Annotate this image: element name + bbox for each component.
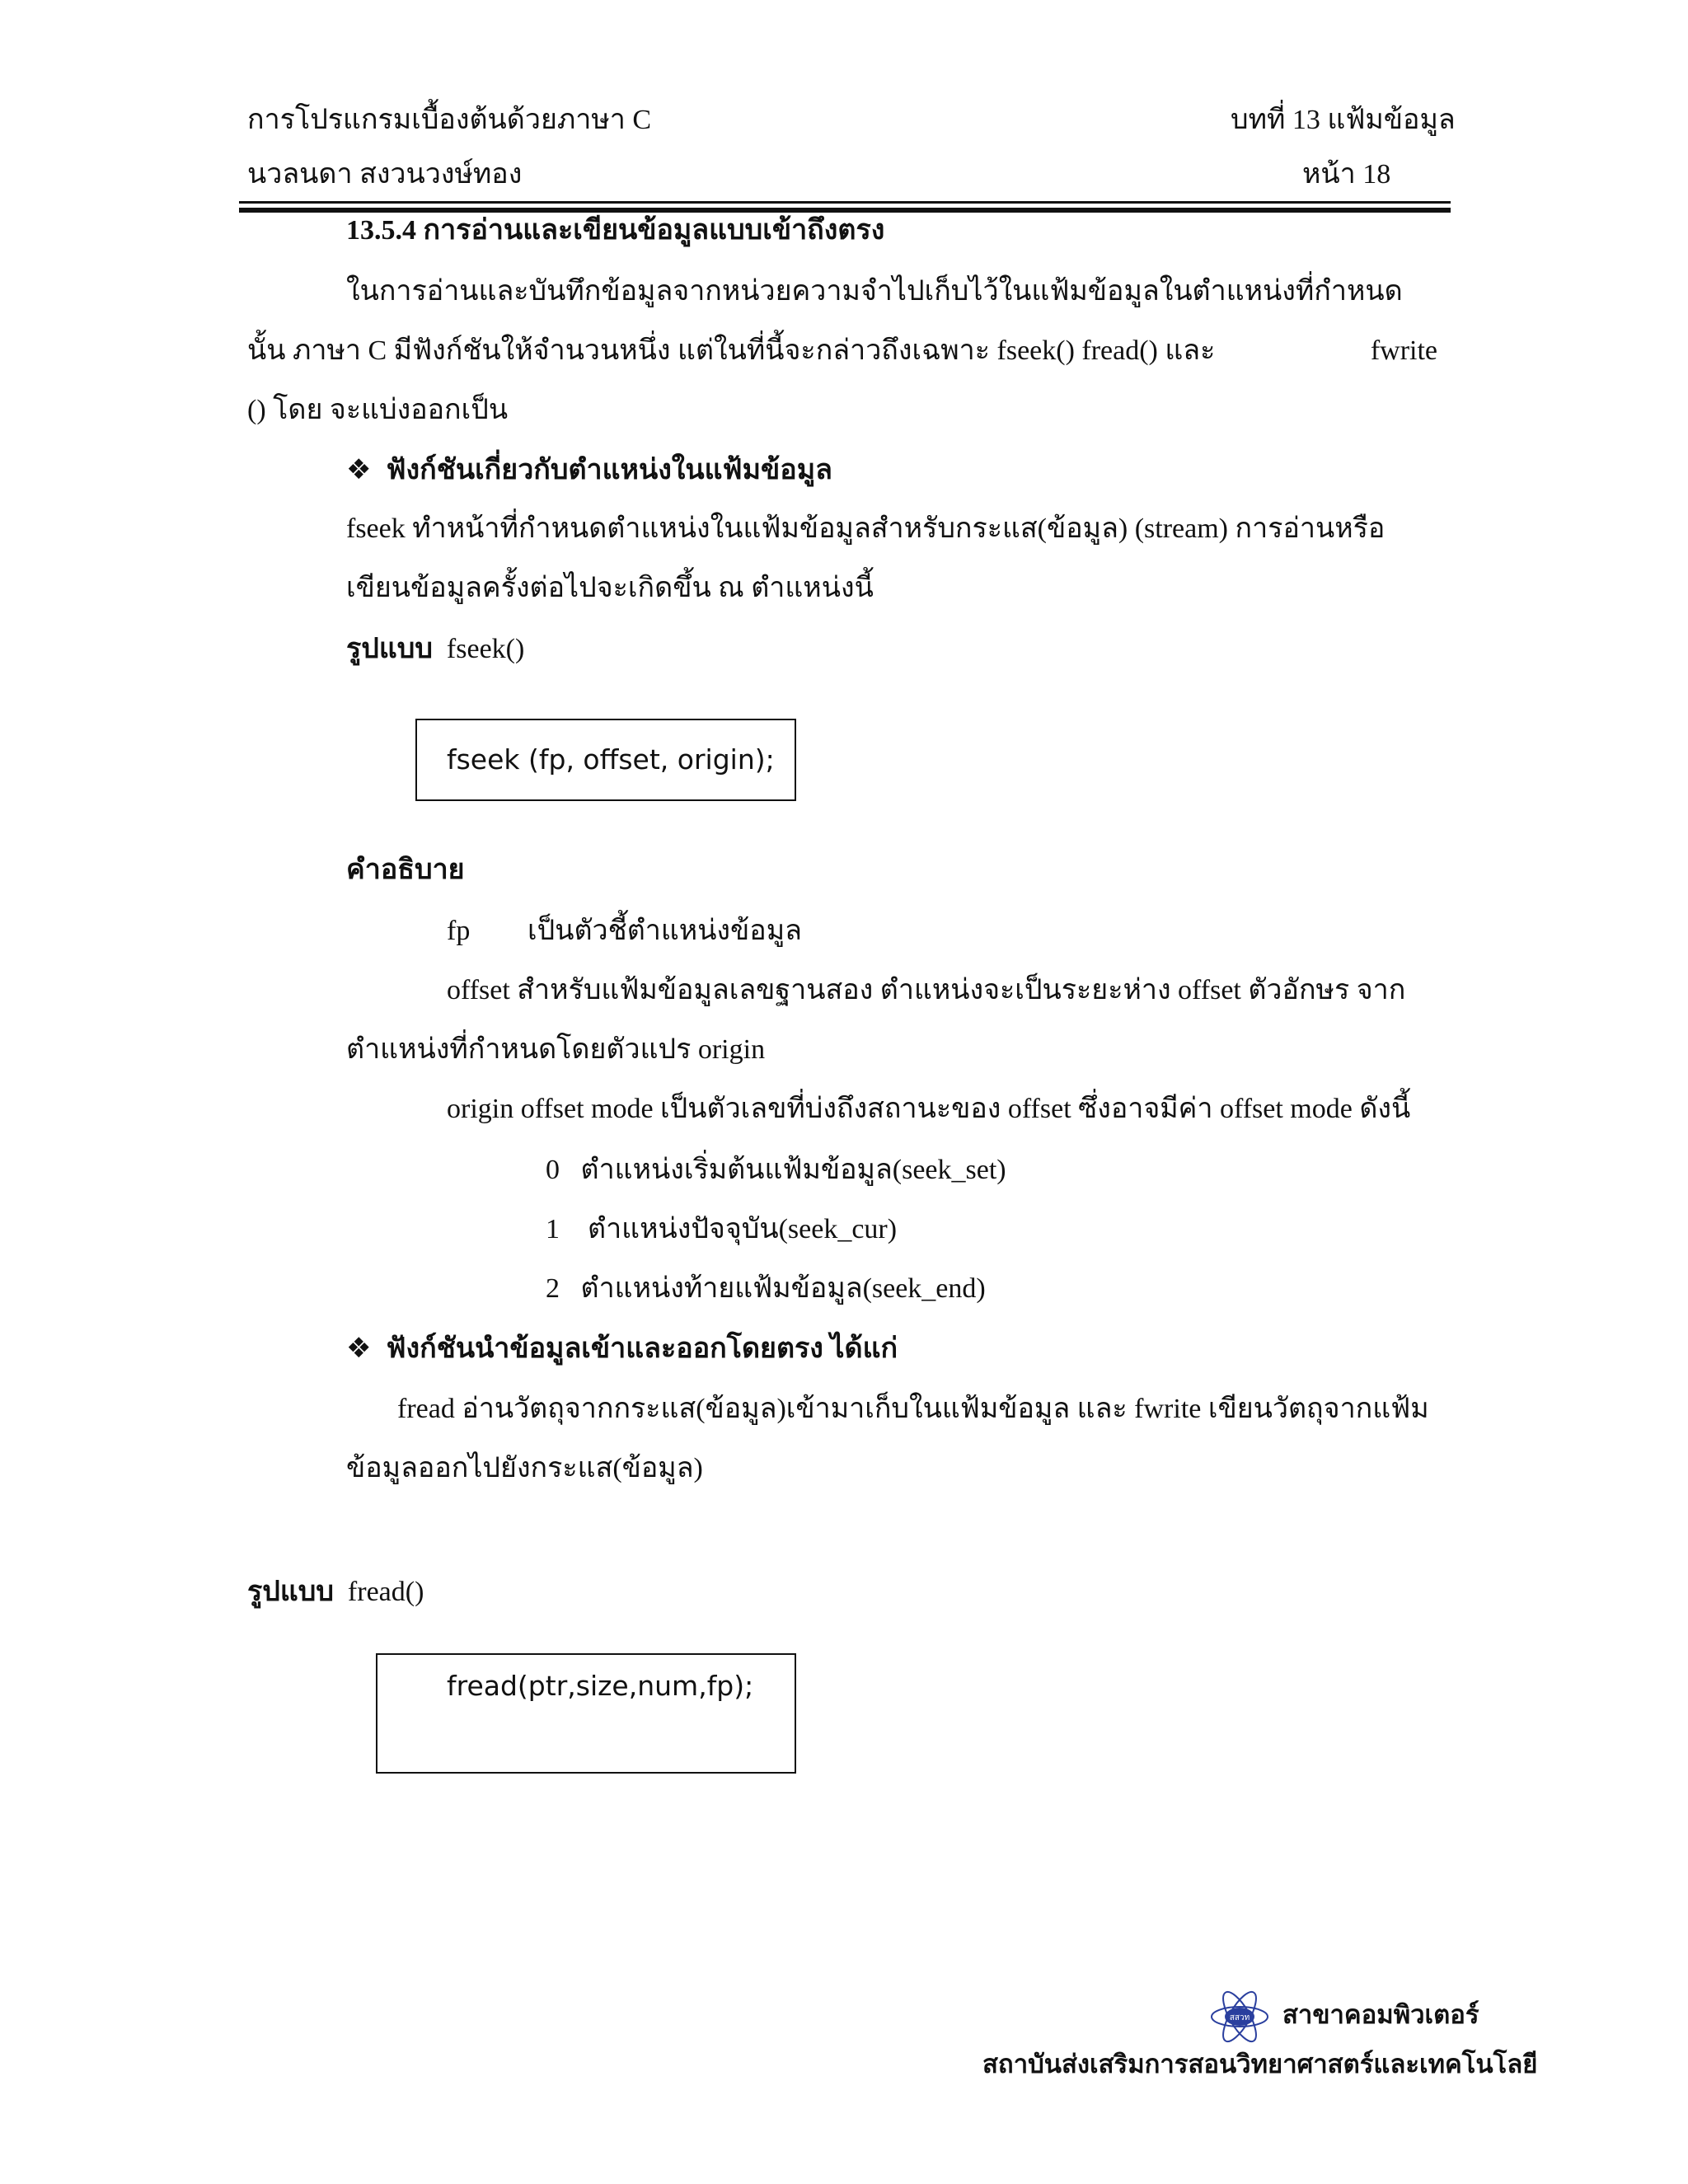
fseek-desc-line-2: เขียนข้อมูลครั้งต่อไปจะเกิดขึ้น ณ ตำแหน่งนี้ — [346, 573, 874, 603]
mode-item — [546, 1154, 1006, 1188]
position-functions-heading-row — [346, 453, 832, 488]
fseek-code: fseek (fp, offset, origin); — [447, 743, 775, 776]
intro-line-2-end: fwrite — [1370, 335, 1437, 366]
intro-line-1: ในการอ่านและบันทึกข้อมูลจากหน่วยความจำไปเก็บไว้ในแฟ้มข้อมูลในตำแหน่งที่กำหนด — [346, 276, 1403, 307]
fread-desc-line-1: fread อ่านวัตถุจากกระแส(ข้อมูล)เข้ามาเก็บในแฟ้มข้อมูล และ fwrite เขียนวัตถุจากแฟ้ม — [397, 1394, 1429, 1424]
author-name: นวลนดา สงวนวงษ์ทอง — [247, 159, 523, 190]
page-number: หน้า 18 — [1302, 159, 1391, 190]
header-rule-bottom — [239, 208, 1451, 213]
position-functions-heading: ฟังก์ชันเกี่ยวกับตำแหน่งในแฟ้มข้อมูล — [386, 455, 832, 485]
intro-line-3: () โดย จะแบ่งออกเป็น — [247, 395, 509, 425]
fread-format-row — [247, 1576, 424, 1610]
book-title: การโปรแกรมเบื้องต้นด้วยภาษา C — [247, 105, 652, 135]
offset-line-2: ตำแหน่งที่กำหนดโดยตัวแปร origin — [346, 1034, 766, 1065]
intro-line-2 — [247, 335, 1437, 368]
ipst-atom-logo-icon — [1208, 1988, 1271, 2046]
four-diamond-bullet-icon: ❖ — [346, 453, 372, 486]
footer-institute: สถาบันส่งเสริมการสอนวิทยาศาสตร์และเทคโนโลยี — [982, 2050, 1538, 2079]
fseek-format-row — [346, 633, 524, 667]
fp-term: fp — [447, 916, 471, 946]
origin-line: origin offset mode เป็นตัวเลขที่บ่งถึงสถานะของ offset ซึ่งอาจมีค่า offset mode ดังนี้ — [447, 1094, 1411, 1124]
fread-code-box — [376, 1653, 796, 1774]
fread-desc-line-2: ข้อมูลออกไปยังกระแส(ข้อมูล) — [346, 1453, 703, 1483]
io-functions-heading-row — [346, 1332, 898, 1366]
mode-text: ตำแหน่งปัจจุบัน(seek_cur) — [588, 1214, 898, 1244]
mode-number: 2 — [546, 1273, 560, 1304]
explanation-heading: คำอธิบาย — [346, 855, 465, 885]
footer-department: สาขาคอมพิวเตอร์ — [1282, 2000, 1479, 2029]
mode-number: 1 — [546, 1214, 560, 1244]
fp-description: เป็นตัวชี้ตำแหน่งข้อมูล — [528, 916, 802, 946]
format-function-name: fseek() — [446, 634, 525, 664]
fread-code: fread(ptr,size,num,fp); — [447, 1670, 754, 1702]
format-label: รูปแบบ — [346, 634, 433, 664]
format-function-name: fread() — [347, 1577, 424, 1607]
section-heading: 13.5.4 การอ่านและเขียนข้อมูลแบบเข้าถึงตรง — [346, 215, 885, 246]
offset-line-1: offset สำหรับแฟ้มข้อมูลเลขฐานสอง ตำแหน่งจะเป็นระยะห่าง offset ตัวอักษร จาก — [447, 975, 1406, 1005]
intro-line-2-text: นั้น ภาษา C มีฟังก์ชันให้จำนวนหนึ่ง แต่ในที่นี้จะกล่าวถึงเฉพาะ fseek() fread() และ — [247, 335, 1216, 366]
mode-text: ตำแหน่งเริ่มต้นแฟ้มข้อมูล(seek_set) — [580, 1155, 1006, 1185]
mode-text: ตำแหน่งท้ายแฟ้มข้อมูล(seek_end) — [580, 1273, 986, 1304]
logo-text: สสวท — [1229, 2013, 1250, 2022]
four-diamond-bullet-icon: ❖ — [346, 1332, 372, 1365]
mode-item — [546, 1272, 986, 1306]
mode-number: 0 — [546, 1155, 560, 1185]
fseek-code-box — [415, 719, 796, 801]
fseek-desc-line-1: fseek ทำหน้าที่กำหนดตำแหน่งในแฟ้มข้อมูลสำหรับกระแส(ข้อมูล) (stream) การอ่านหรือ — [346, 513, 1386, 544]
format-label: รูปแบบ — [247, 1577, 334, 1607]
mode-item — [546, 1213, 897, 1247]
header-rule-top — [239, 201, 1451, 204]
io-functions-heading: ฟังก์ชันนำข้อมูลเข้าและออกโดยตรง ได้แก่ — [386, 1333, 898, 1364]
chapter-title: บทที่ 13 แฟ้มข้อมูล — [1231, 105, 1456, 135]
